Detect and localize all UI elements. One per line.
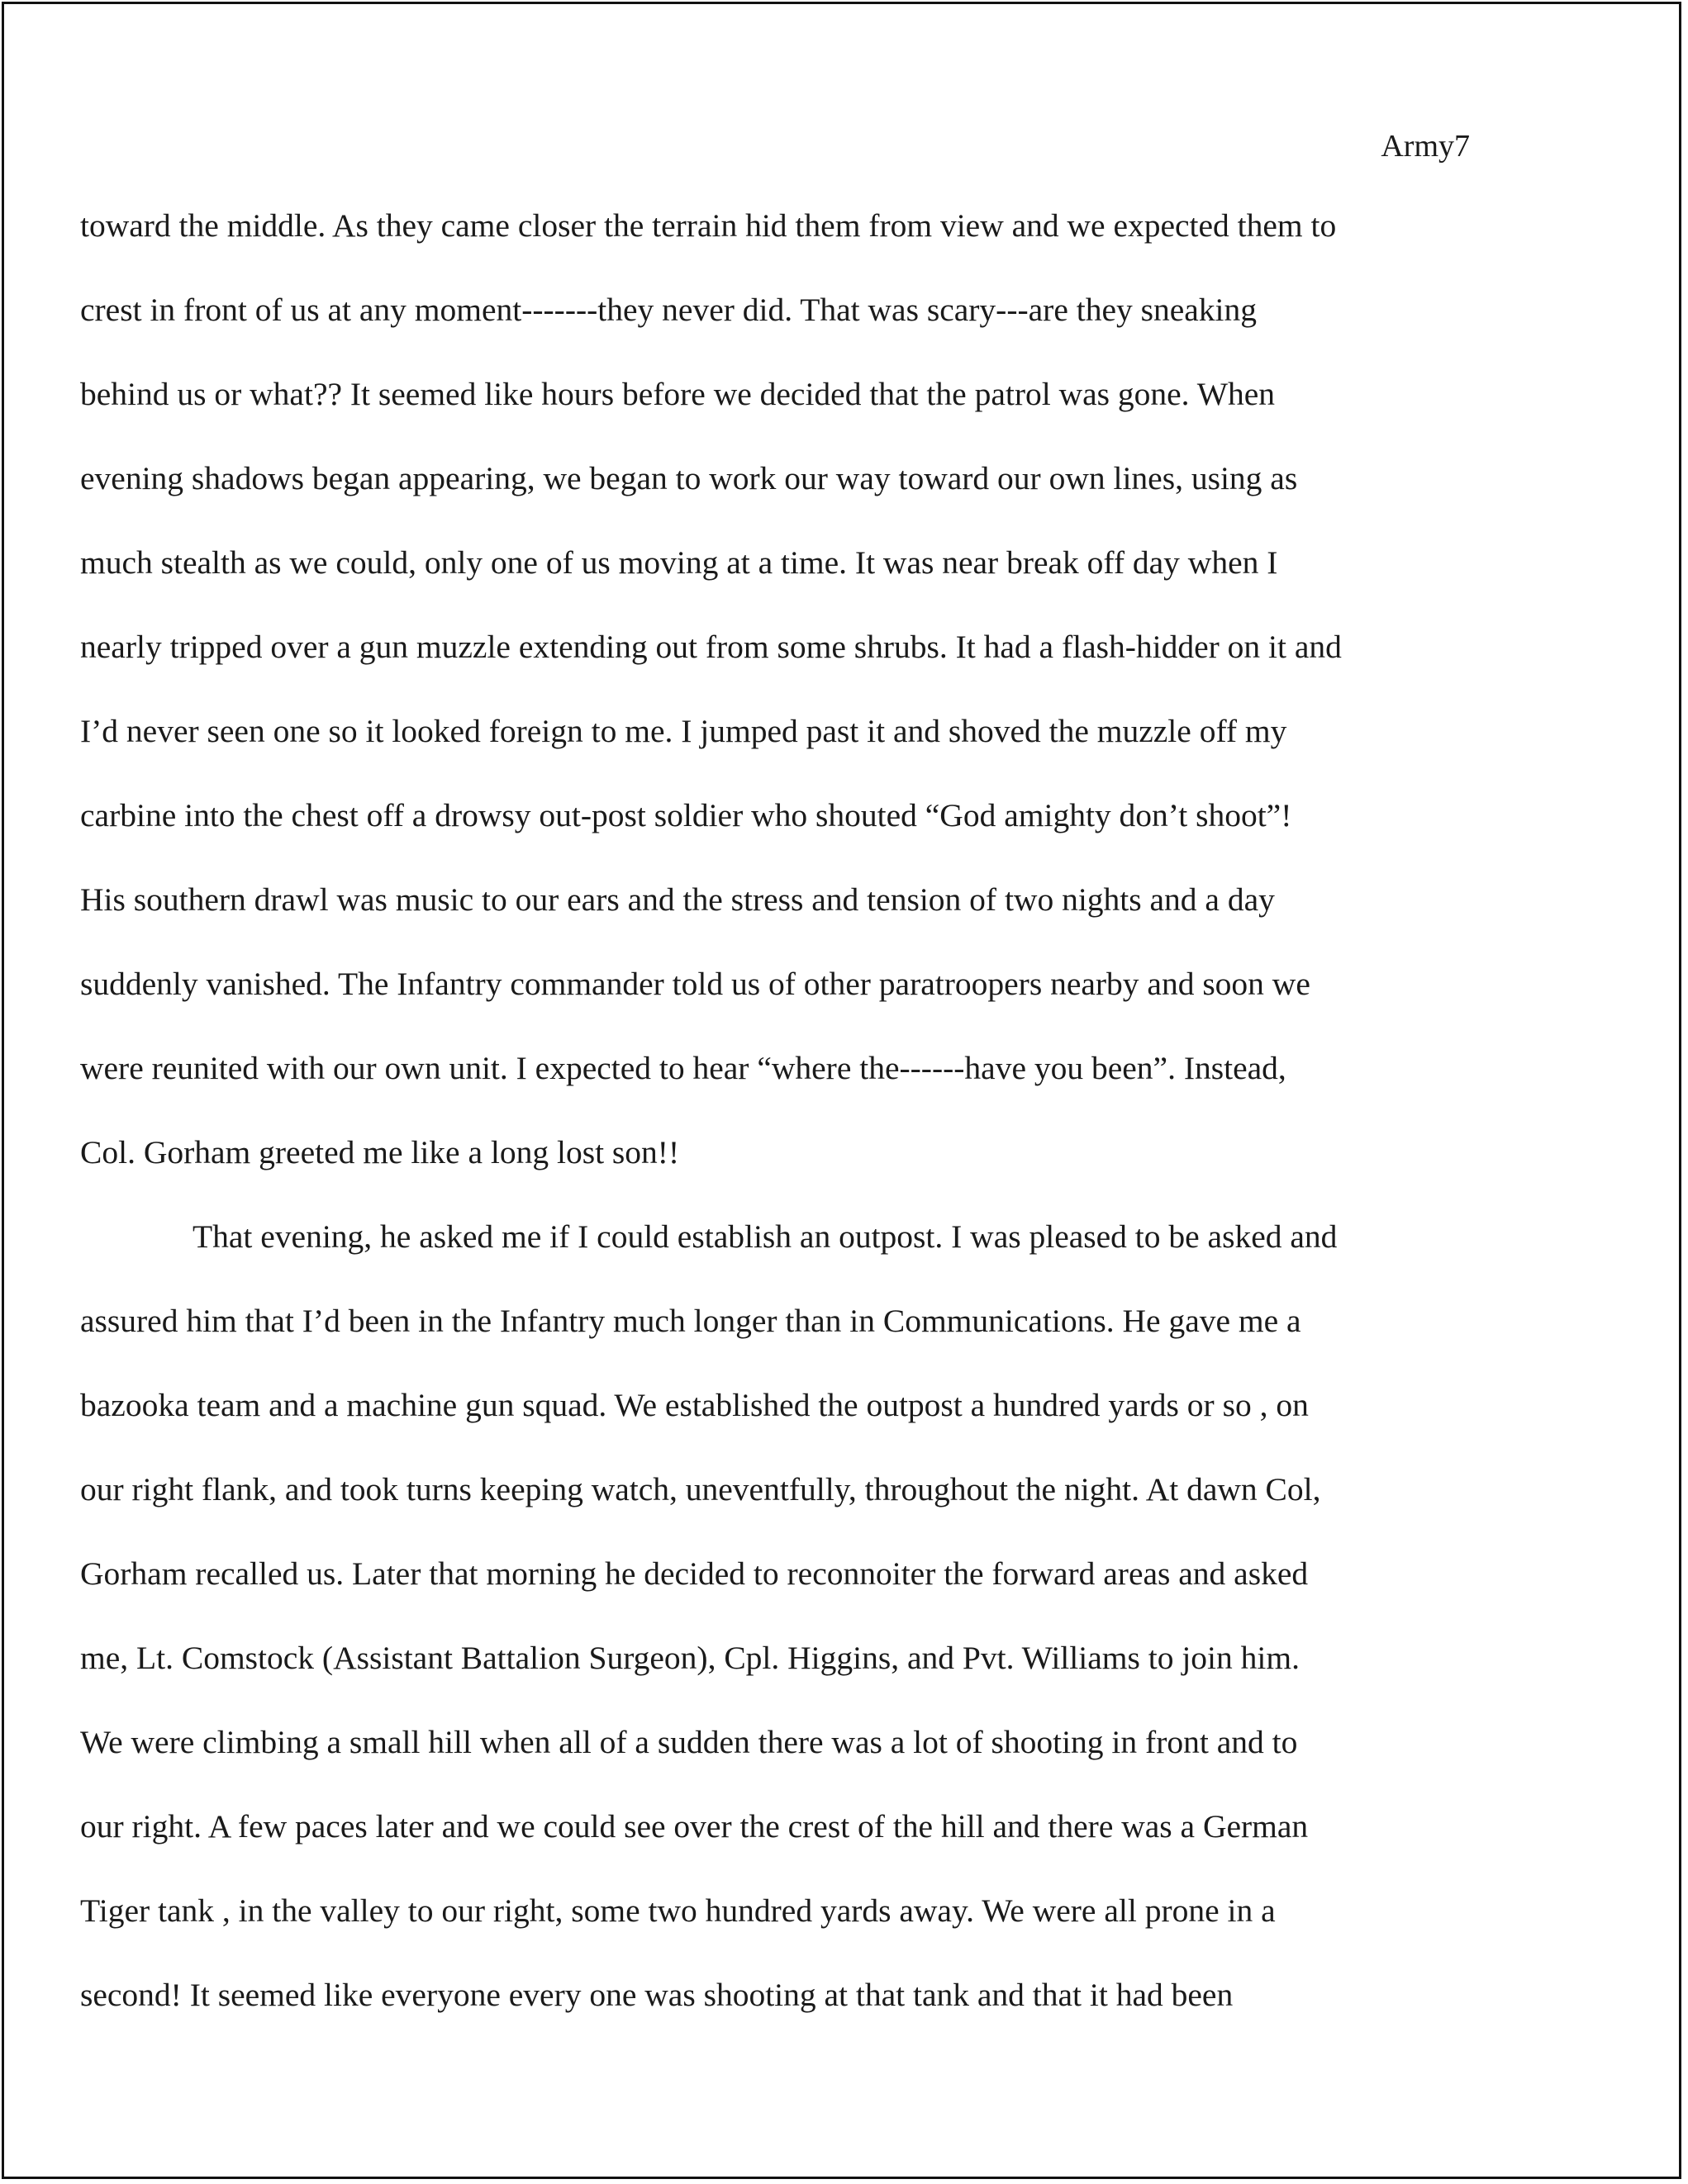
text-line: evening shadows began appearing, we began to work our way toward our own lines, using as <box>80 460 1298 496</box>
document-body <box>80 200 1501 2053</box>
text-line: nearly tripped over a gun muzzle extending out from some shrubs. It had a flash-hidder on it and <box>80 629 1342 665</box>
text-line: Col. Gorham greeted me like a long lost son!! <box>80 1134 680 1170</box>
text-line: suddenly vanished. The Infantry commander told us of other paratroopers nearby and soon we <box>80 966 1310 1002</box>
text-line: I’d never seen one so it looked foreign to me. I jumped past it and shoved the muzzle off my <box>80 713 1287 749</box>
text-line: We were climbing a small hill when all of a sudden there was a lot of shooting in front and to <box>80 1724 1298 1760</box>
text-line: me, Lt. Comstock (Assistant Battalion Surgeon), Cpl. Higgins, and Pvt. Williams to join him. <box>80 1640 1300 1676</box>
text-line: our right. A few paces later and we could see over the crest of the hill and there was a German <box>80 1808 1309 1845</box>
text-line: our right flank, and took turns keeping watch, uneventfully, throughout the night. At dawn Col, <box>80 1471 1321 1507</box>
text-line: carbine into the chest off a drowsy out-post soldier who shouted “God amighty don’t shoot”! <box>80 797 1292 833</box>
text-line: bazooka team and a machine gun squad. We established the outpost a hundred yards or so , on <box>80 1387 1309 1423</box>
page-header: Army7 <box>1381 129 1470 164</box>
page-frame <box>2 2 1681 2179</box>
text-line: second! It seemed like everyone every one was shooting at that tank and that it had been <box>80 1977 1234 2013</box>
text-line: toward the middle. As they came closer the terrain hid them from view and we expected them to <box>80 207 1337 244</box>
text-line: were reunited with our own unit. I expected to hear “where the------have you been”. Instead, <box>80 1050 1286 1086</box>
text-line: behind us or what?? It seemed like hours before we decided that the patrol was gone. When <box>80 376 1276 412</box>
text-line: crest in front of us at any moment-------they never did. That was scary---are they sneaking <box>80 292 1258 328</box>
paragraph-start-line: That evening, he asked me if I could establish an outpost. I was pleased to be asked and <box>193 1218 1338 1255</box>
text-line: much stealth as we could, only one of us moving at a time. It was near break off day when I <box>80 544 1278 581</box>
text-line: assured him that I’d been in the Infantry much longer than in Communications. He gave me a <box>80 1303 1301 1339</box>
text-line: His southern drawl was music to our ears and the stress and tension of two nights and a day <box>80 881 1275 918</box>
text-line: Tiger tank , in the valley to our right, some two hundred yards away. We were all prone in a <box>80 1892 1276 1929</box>
text-line: Gorham recalled us. Later that morning he decided to reconnoiter the forward areas and asked <box>80 1555 1309 1592</box>
